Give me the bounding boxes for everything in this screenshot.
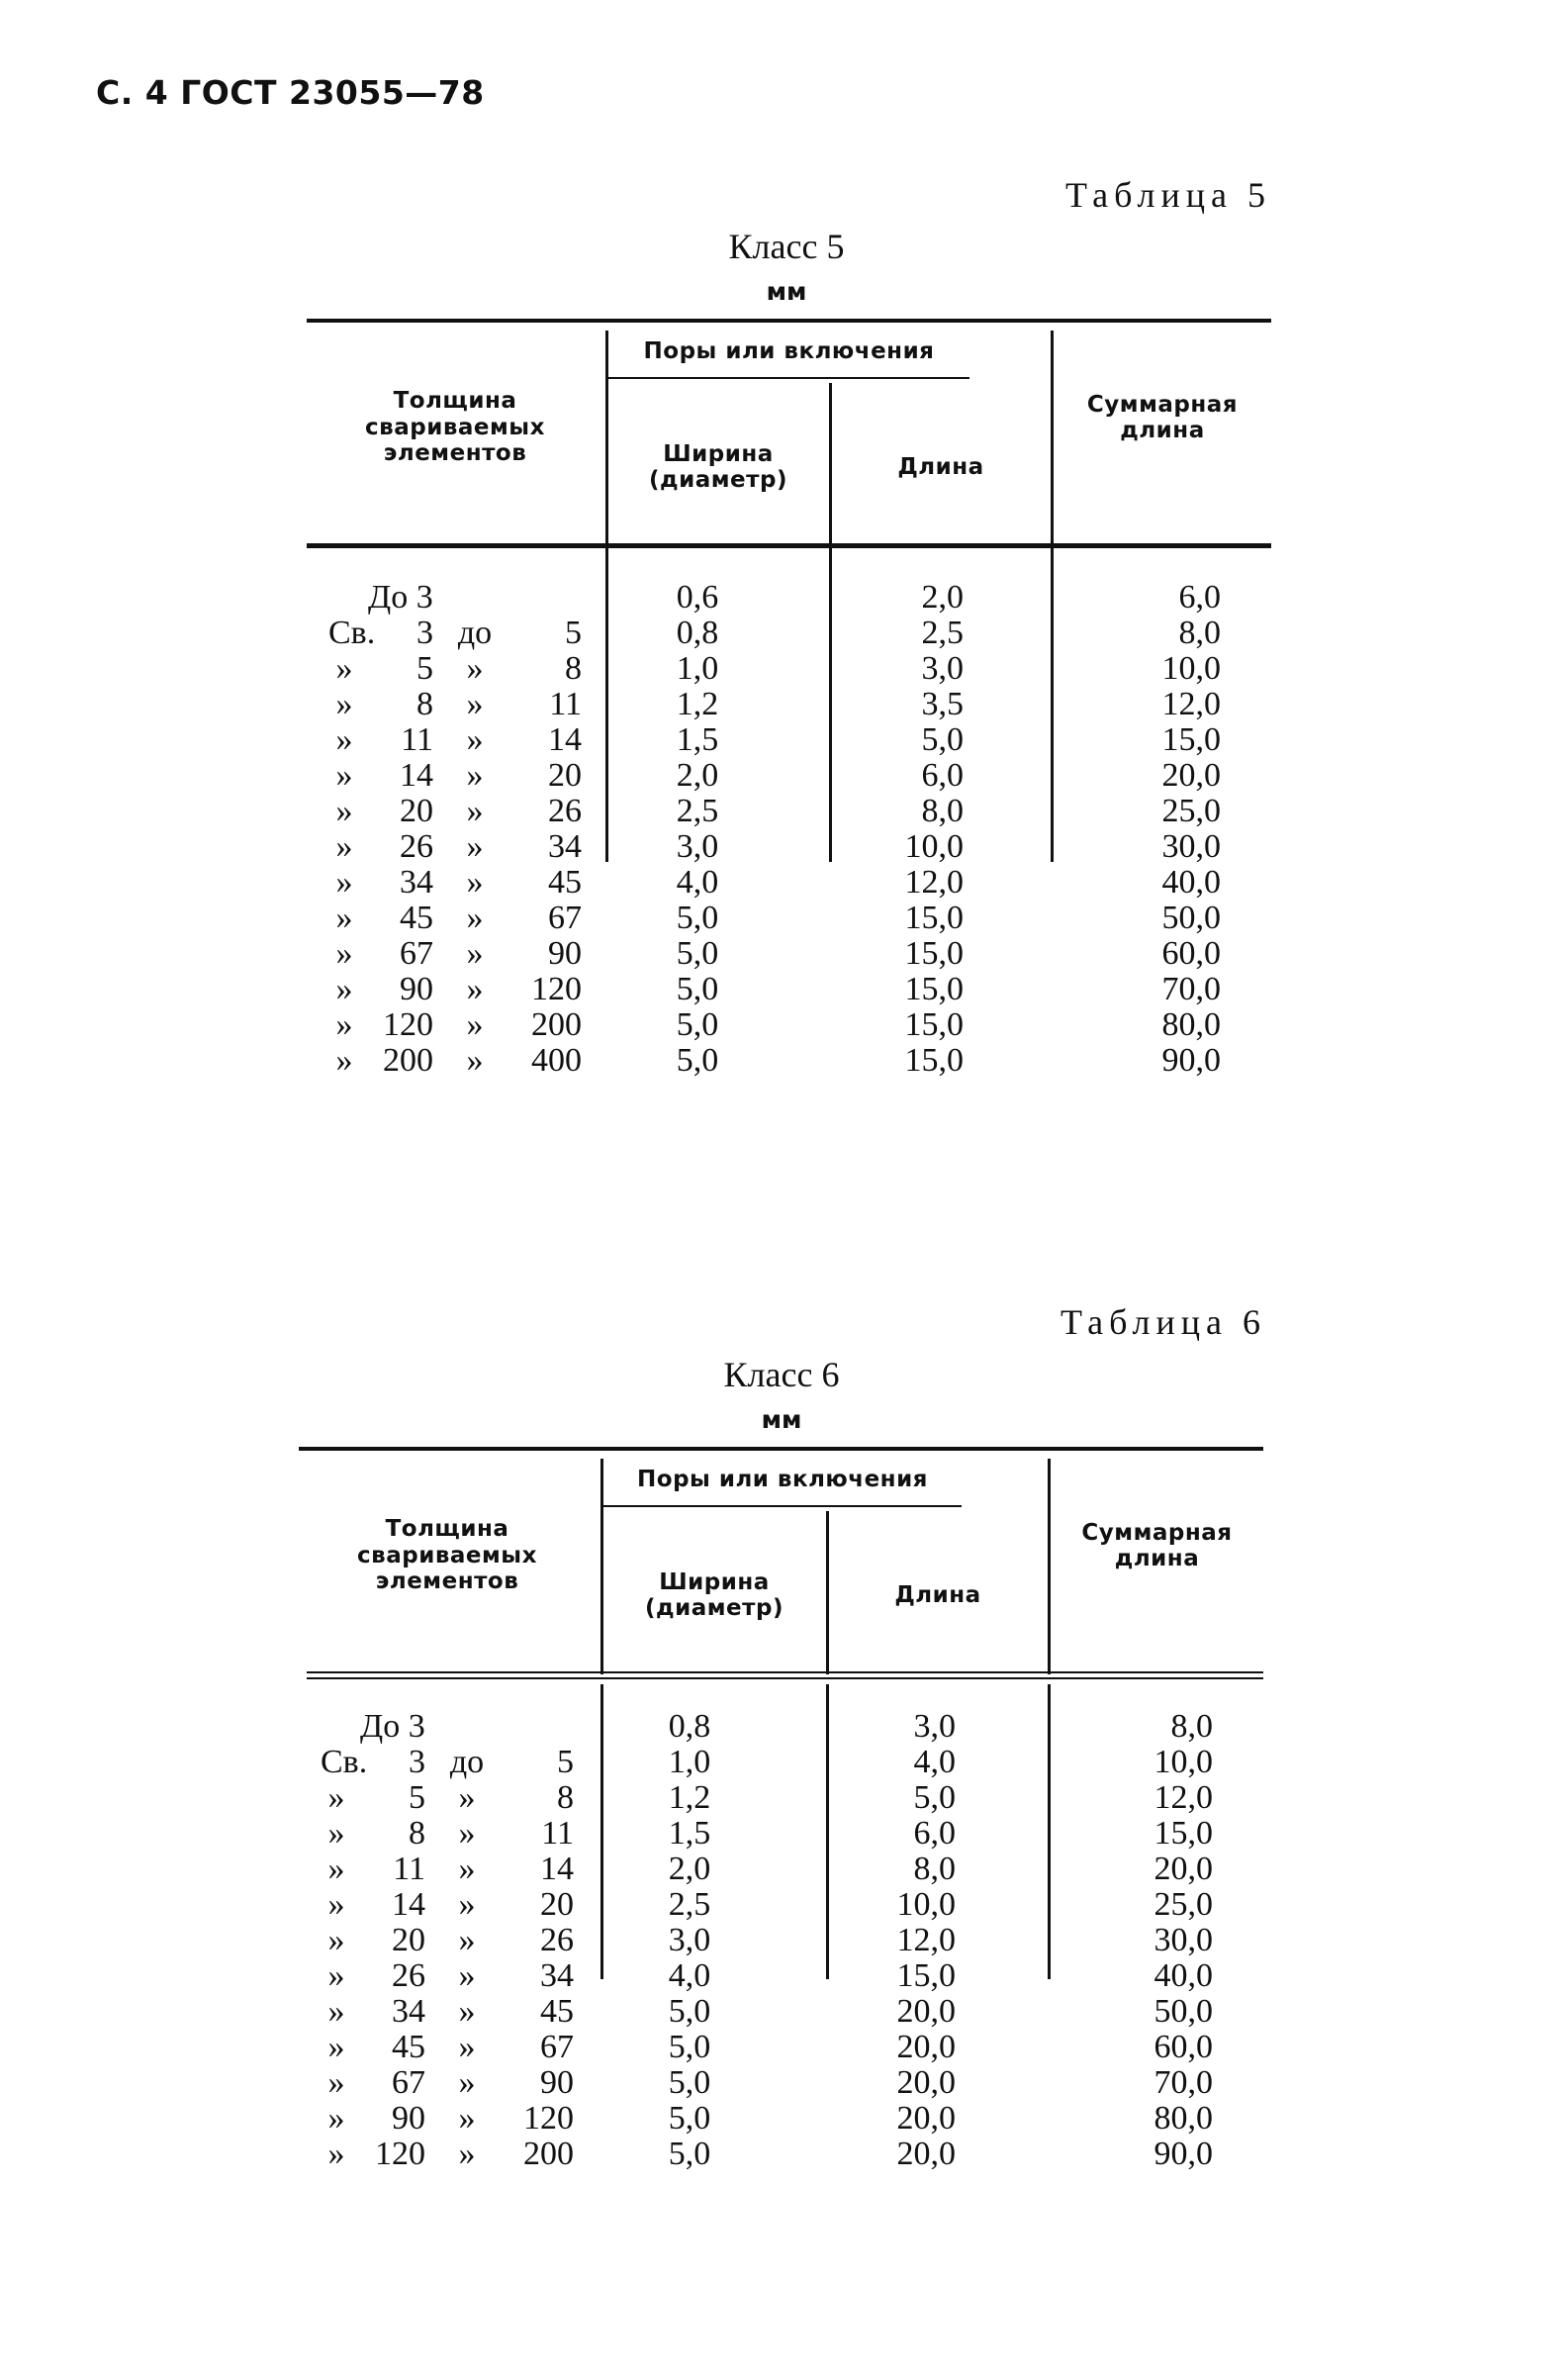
table-row [299, 1923, 1268, 1958]
width-value: 5,0 [668, 1993, 711, 2030]
range-prefix: » [335, 1006, 353, 1043]
table-number-label: Таблица 5 [1065, 175, 1271, 215]
range-prefix: » [335, 650, 353, 687]
width-value: 3,0 [668, 1922, 711, 1958]
range-connector: » [466, 650, 484, 687]
total-length-value: 70,0 [1161, 971, 1221, 1007]
length-value: 3,5 [921, 686, 964, 722]
length-value: 10,0 [896, 1886, 956, 1923]
range-from: 26 [392, 1957, 425, 1994]
range-to: 67 [540, 2029, 574, 2065]
range-from: 14 [400, 757, 433, 794]
length-value: 3,0 [921, 650, 964, 687]
range-to: 14 [540, 1851, 574, 1887]
table-row [299, 2137, 1268, 2172]
width-value: 5,0 [676, 1042, 719, 1079]
range-prefix: » [327, 1922, 345, 1958]
header-total-length: Суммарная длина [1081, 1519, 1233, 1571]
table-row [307, 651, 1276, 687]
total-length-value: 80,0 [1153, 2100, 1213, 2137]
width-value: 4,0 [676, 864, 719, 901]
data-table [299, 1447, 1263, 2248]
range-connector: » [466, 828, 484, 865]
length-value: 15,0 [904, 1042, 964, 1079]
length-value: 4,0 [913, 1744, 956, 1780]
total-length-value: 8,0 [1170, 1708, 1213, 1745]
table-number-label: Таблица 6 [1061, 1302, 1266, 1342]
header-thickness: Толщина свариваемых элементов [365, 388, 545, 467]
total-length-value: 10,0 [1161, 650, 1221, 687]
length-value: 12,0 [896, 1922, 956, 1958]
table-row [299, 2030, 1268, 2065]
total-length-value: 40,0 [1153, 1957, 1213, 1994]
page-header: С. 4 ГОСТ 23055—78 [96, 73, 485, 112]
length-value: 15,0 [904, 1006, 964, 1043]
table-row [307, 829, 1276, 865]
table-body [307, 580, 1276, 1079]
total-length-value: 30,0 [1161, 828, 1221, 865]
range-prefix: » [335, 721, 353, 758]
range-connector: » [466, 721, 484, 758]
total-length-value: 12,0 [1153, 1779, 1213, 1816]
range-to: 8 [557, 1779, 574, 1816]
range-to: 67 [548, 900, 582, 936]
range-prefix: » [335, 935, 353, 972]
range-connector: » [466, 864, 484, 901]
range-to: 120 [531, 971, 582, 1007]
length-value: 2,0 [921, 579, 964, 616]
range-prefix: » [327, 1779, 345, 1816]
range-to: 90 [540, 2064, 574, 2101]
total-length-value: 8,0 [1178, 615, 1221, 651]
range-to: 20 [548, 757, 582, 794]
range-connector: » [466, 1042, 484, 1079]
header-pores-group: Поры или включения [637, 1466, 928, 1492]
range-from: 5 [409, 1779, 425, 1816]
range-from: 11 [401, 721, 433, 758]
width-value: 2,0 [676, 757, 719, 794]
range-from: 34 [400, 864, 433, 901]
total-length-value: 40,0 [1161, 864, 1221, 901]
range-connector: до [449, 1744, 485, 1780]
range-to: 90 [548, 935, 582, 972]
length-value: 20,0 [896, 2029, 956, 2065]
range-connector: » [466, 971, 484, 1007]
total-length-value: 25,0 [1153, 1886, 1213, 1923]
width-value: 5,0 [676, 935, 719, 972]
width-value: 2,5 [676, 793, 719, 829]
range-to: 8 [565, 650, 582, 687]
range-from: 90 [400, 971, 433, 1007]
table-row [299, 1887, 1268, 1923]
range-prefix: » [327, 2100, 345, 2137]
range-prefix: » [327, 1815, 345, 1852]
range-to: 5 [565, 615, 582, 651]
range-to: 400 [531, 1042, 582, 1079]
length-value: 2,5 [921, 615, 964, 651]
thickness-range: До 3 [360, 1708, 425, 1745]
range-connector: » [466, 900, 484, 936]
table-row [307, 794, 1276, 829]
width-value: 5,0 [668, 2136, 711, 2172]
range-from: 5 [416, 650, 433, 687]
range-to: 45 [540, 1993, 574, 2030]
length-value: 15,0 [896, 1957, 956, 1994]
length-value: 6,0 [913, 1815, 956, 1852]
range-from: 14 [392, 1886, 425, 1923]
total-length-value: 6,0 [1178, 579, 1221, 616]
header-total-length: Суммарная длина [1086, 391, 1239, 443]
thickness-range: До 3 [368, 579, 433, 616]
range-connector: » [458, 1957, 476, 1994]
range-from: 120 [383, 1006, 433, 1043]
table-top-rule [299, 1447, 1263, 1451]
header-bottom-rule [307, 1677, 1263, 1679]
range-from: 120 [375, 2136, 425, 2172]
table-body [299, 1709, 1268, 2172]
length-value: 8,0 [921, 793, 964, 829]
range-to: 34 [540, 1957, 574, 1994]
range-connector: » [458, 2136, 476, 2172]
total-length-value: 30,0 [1153, 1922, 1213, 1958]
range-connector: » [466, 1006, 484, 1043]
range-prefix: » [327, 2136, 345, 2172]
header-width: Ширина (диаметр) [645, 1568, 784, 1621]
table-row [307, 687, 1276, 722]
width-value: 2,0 [668, 1851, 711, 1887]
range-to: 26 [540, 1922, 574, 1958]
total-length-value: 15,0 [1153, 1815, 1213, 1852]
range-prefix: » [327, 1957, 345, 1994]
total-length-value: 50,0 [1161, 900, 1221, 936]
range-from: 26 [400, 828, 433, 865]
range-from: 8 [416, 686, 433, 722]
width-value: 5,0 [676, 971, 719, 1007]
range-to: 200 [523, 2136, 574, 2172]
range-from: 45 [400, 900, 433, 936]
width-value: 1,0 [676, 650, 719, 687]
range-from: 20 [392, 1922, 425, 1958]
total-length-value: 60,0 [1153, 2029, 1213, 2065]
range-connector: » [466, 686, 484, 722]
width-value: 5,0 [668, 2064, 711, 2101]
range-connector: » [466, 757, 484, 794]
header-length: Длина [897, 453, 984, 480]
width-value: 5,0 [668, 2029, 711, 2065]
header-pores-group: Поры или включения [643, 337, 935, 364]
range-to: 200 [531, 1006, 582, 1043]
range-to: 5 [557, 1744, 574, 1780]
length-value: 8,0 [913, 1851, 956, 1887]
width-value: 1,2 [676, 686, 719, 722]
width-value: 1,2 [668, 1779, 711, 1816]
range-connector: » [458, 1922, 476, 1958]
total-length-value: 50,0 [1153, 1993, 1213, 2030]
length-value: 20,0 [896, 2100, 956, 2137]
range-connector: » [458, 2029, 476, 2065]
range-from: 45 [392, 2029, 425, 2065]
range-prefix: » [335, 757, 353, 794]
table-units: мм [761, 1405, 802, 1434]
range-connector: » [458, 1851, 476, 1887]
header-bottom-rule [307, 1671, 1263, 1673]
range-to: 20 [540, 1886, 574, 1923]
table-class-title: Класс 6 [723, 1355, 840, 1394]
range-to: 26 [548, 793, 582, 829]
range-to: 11 [549, 686, 582, 722]
range-prefix: » [335, 828, 353, 865]
range-from: 3 [409, 1744, 425, 1780]
header-thickness: Толщина свариваемых элементов [357, 1516, 537, 1595]
width-value: 1,5 [676, 721, 719, 758]
range-from: 67 [400, 935, 433, 972]
range-from: 11 [393, 1851, 425, 1887]
table-row [299, 1816, 1268, 1852]
length-value: 20,0 [896, 2136, 956, 2172]
range-connector: » [466, 935, 484, 972]
range-connector: » [458, 1993, 476, 2030]
header-width: Ширина (диаметр) [649, 440, 787, 493]
range-connector: » [458, 1886, 476, 1923]
length-value: 6,0 [921, 757, 964, 794]
total-length-value: 20,0 [1153, 1851, 1213, 1887]
total-length-value: 12,0 [1161, 686, 1221, 722]
total-length-value: 10,0 [1153, 1744, 1213, 1780]
table-row [307, 616, 1276, 651]
table-row [299, 1780, 1268, 1816]
table-row [307, 722, 1276, 758]
length-value: 3,0 [913, 1708, 956, 1745]
range-prefix: » [327, 2064, 345, 2101]
range-prefix: » [335, 864, 353, 901]
width-value: 5,0 [676, 900, 719, 936]
range-to: 34 [548, 828, 582, 865]
table-class-title: Класс 5 [728, 227, 845, 266]
total-length-value: 15,0 [1161, 721, 1221, 758]
table-rows [307, 616, 1276, 1079]
table-top-rule [307, 319, 1271, 323]
length-value: 20,0 [896, 2064, 956, 2101]
range-connector: » [466, 793, 484, 829]
range-from: 8 [409, 1815, 425, 1852]
length-value: 20,0 [896, 1993, 956, 2030]
table-row [299, 2065, 1268, 2101]
length-value: 5,0 [913, 1779, 956, 1816]
total-length-value: 25,0 [1161, 793, 1221, 829]
width-value: 0,6 [676, 579, 719, 616]
width-value: 5,0 [668, 2100, 711, 2137]
range-prefix: » [327, 1851, 345, 1887]
data-table [307, 319, 1271, 1120]
range-from: 67 [392, 2064, 425, 2101]
range-from: 3 [416, 615, 433, 651]
table-rows [299, 1745, 1268, 2172]
table-row [299, 1994, 1268, 2030]
range-prefix: Св. [321, 1744, 368, 1780]
table-row [307, 865, 1276, 901]
width-value: 3,0 [676, 828, 719, 865]
total-length-value: 90,0 [1161, 1042, 1221, 1079]
width-value: 1,5 [668, 1815, 711, 1852]
table-row [299, 2101, 1268, 2137]
total-length-value: 60,0 [1161, 935, 1221, 972]
length-value: 15,0 [904, 900, 964, 936]
table-row [299, 1958, 1268, 1994]
range-prefix: » [327, 1993, 345, 2030]
header-group-rule [608, 377, 969, 379]
range-from: 200 [383, 1042, 433, 1079]
total-length-value: 70,0 [1153, 2064, 1213, 2101]
length-value: 15,0 [904, 971, 964, 1007]
length-value: 15,0 [904, 935, 964, 972]
table-row [307, 1043, 1276, 1079]
table-row [307, 580, 1276, 616]
table-row [307, 972, 1276, 1007]
width-value: 2,5 [668, 1886, 711, 1923]
range-prefix: » [327, 1886, 345, 1923]
width-value: 5,0 [676, 1006, 719, 1043]
length-value: 10,0 [904, 828, 964, 865]
table-row [299, 1852, 1268, 1887]
table-row [307, 901, 1276, 936]
range-prefix: » [335, 686, 353, 722]
range-to: 45 [548, 864, 582, 901]
range-prefix: » [335, 971, 353, 1007]
range-from: 90 [392, 2100, 425, 2137]
length-value: 12,0 [904, 864, 964, 901]
table-row [307, 758, 1276, 794]
range-prefix: Св. [328, 615, 376, 651]
range-to: 120 [523, 2100, 574, 2137]
table-units: мм [766, 277, 807, 306]
range-connector: » [458, 1815, 476, 1852]
header-length: Длина [894, 1581, 981, 1608]
range-to: 14 [548, 721, 582, 758]
total-length-value: 90,0 [1153, 2136, 1213, 2172]
column-divider [826, 1511, 829, 1674]
table-row [307, 936, 1276, 972]
header-group-rule [603, 1505, 962, 1507]
table-row [307, 1007, 1276, 1043]
range-prefix: » [335, 1042, 353, 1079]
range-prefix: » [335, 793, 353, 829]
header-bottom-rule [307, 543, 1271, 548]
range-from: 34 [392, 1993, 425, 2030]
range-connector: » [458, 1779, 476, 1816]
table-row [299, 1709, 1268, 1745]
range-prefix: » [327, 2029, 345, 2065]
width-value: 1,0 [668, 1744, 711, 1780]
range-to: 11 [541, 1815, 574, 1852]
range-from: 20 [400, 793, 433, 829]
table-row [299, 1745, 1268, 1780]
total-length-value: 20,0 [1161, 757, 1221, 794]
range-connector: » [458, 2064, 476, 2101]
width-value: 0,8 [676, 615, 719, 651]
total-length-value: 80,0 [1161, 1006, 1221, 1043]
range-prefix: » [335, 900, 353, 936]
range-connector: » [458, 2100, 476, 2137]
width-value: 4,0 [668, 1957, 711, 1994]
length-value: 5,0 [921, 721, 964, 758]
range-connector: до [457, 615, 493, 651]
width-value: 0,8 [668, 1708, 711, 1745]
